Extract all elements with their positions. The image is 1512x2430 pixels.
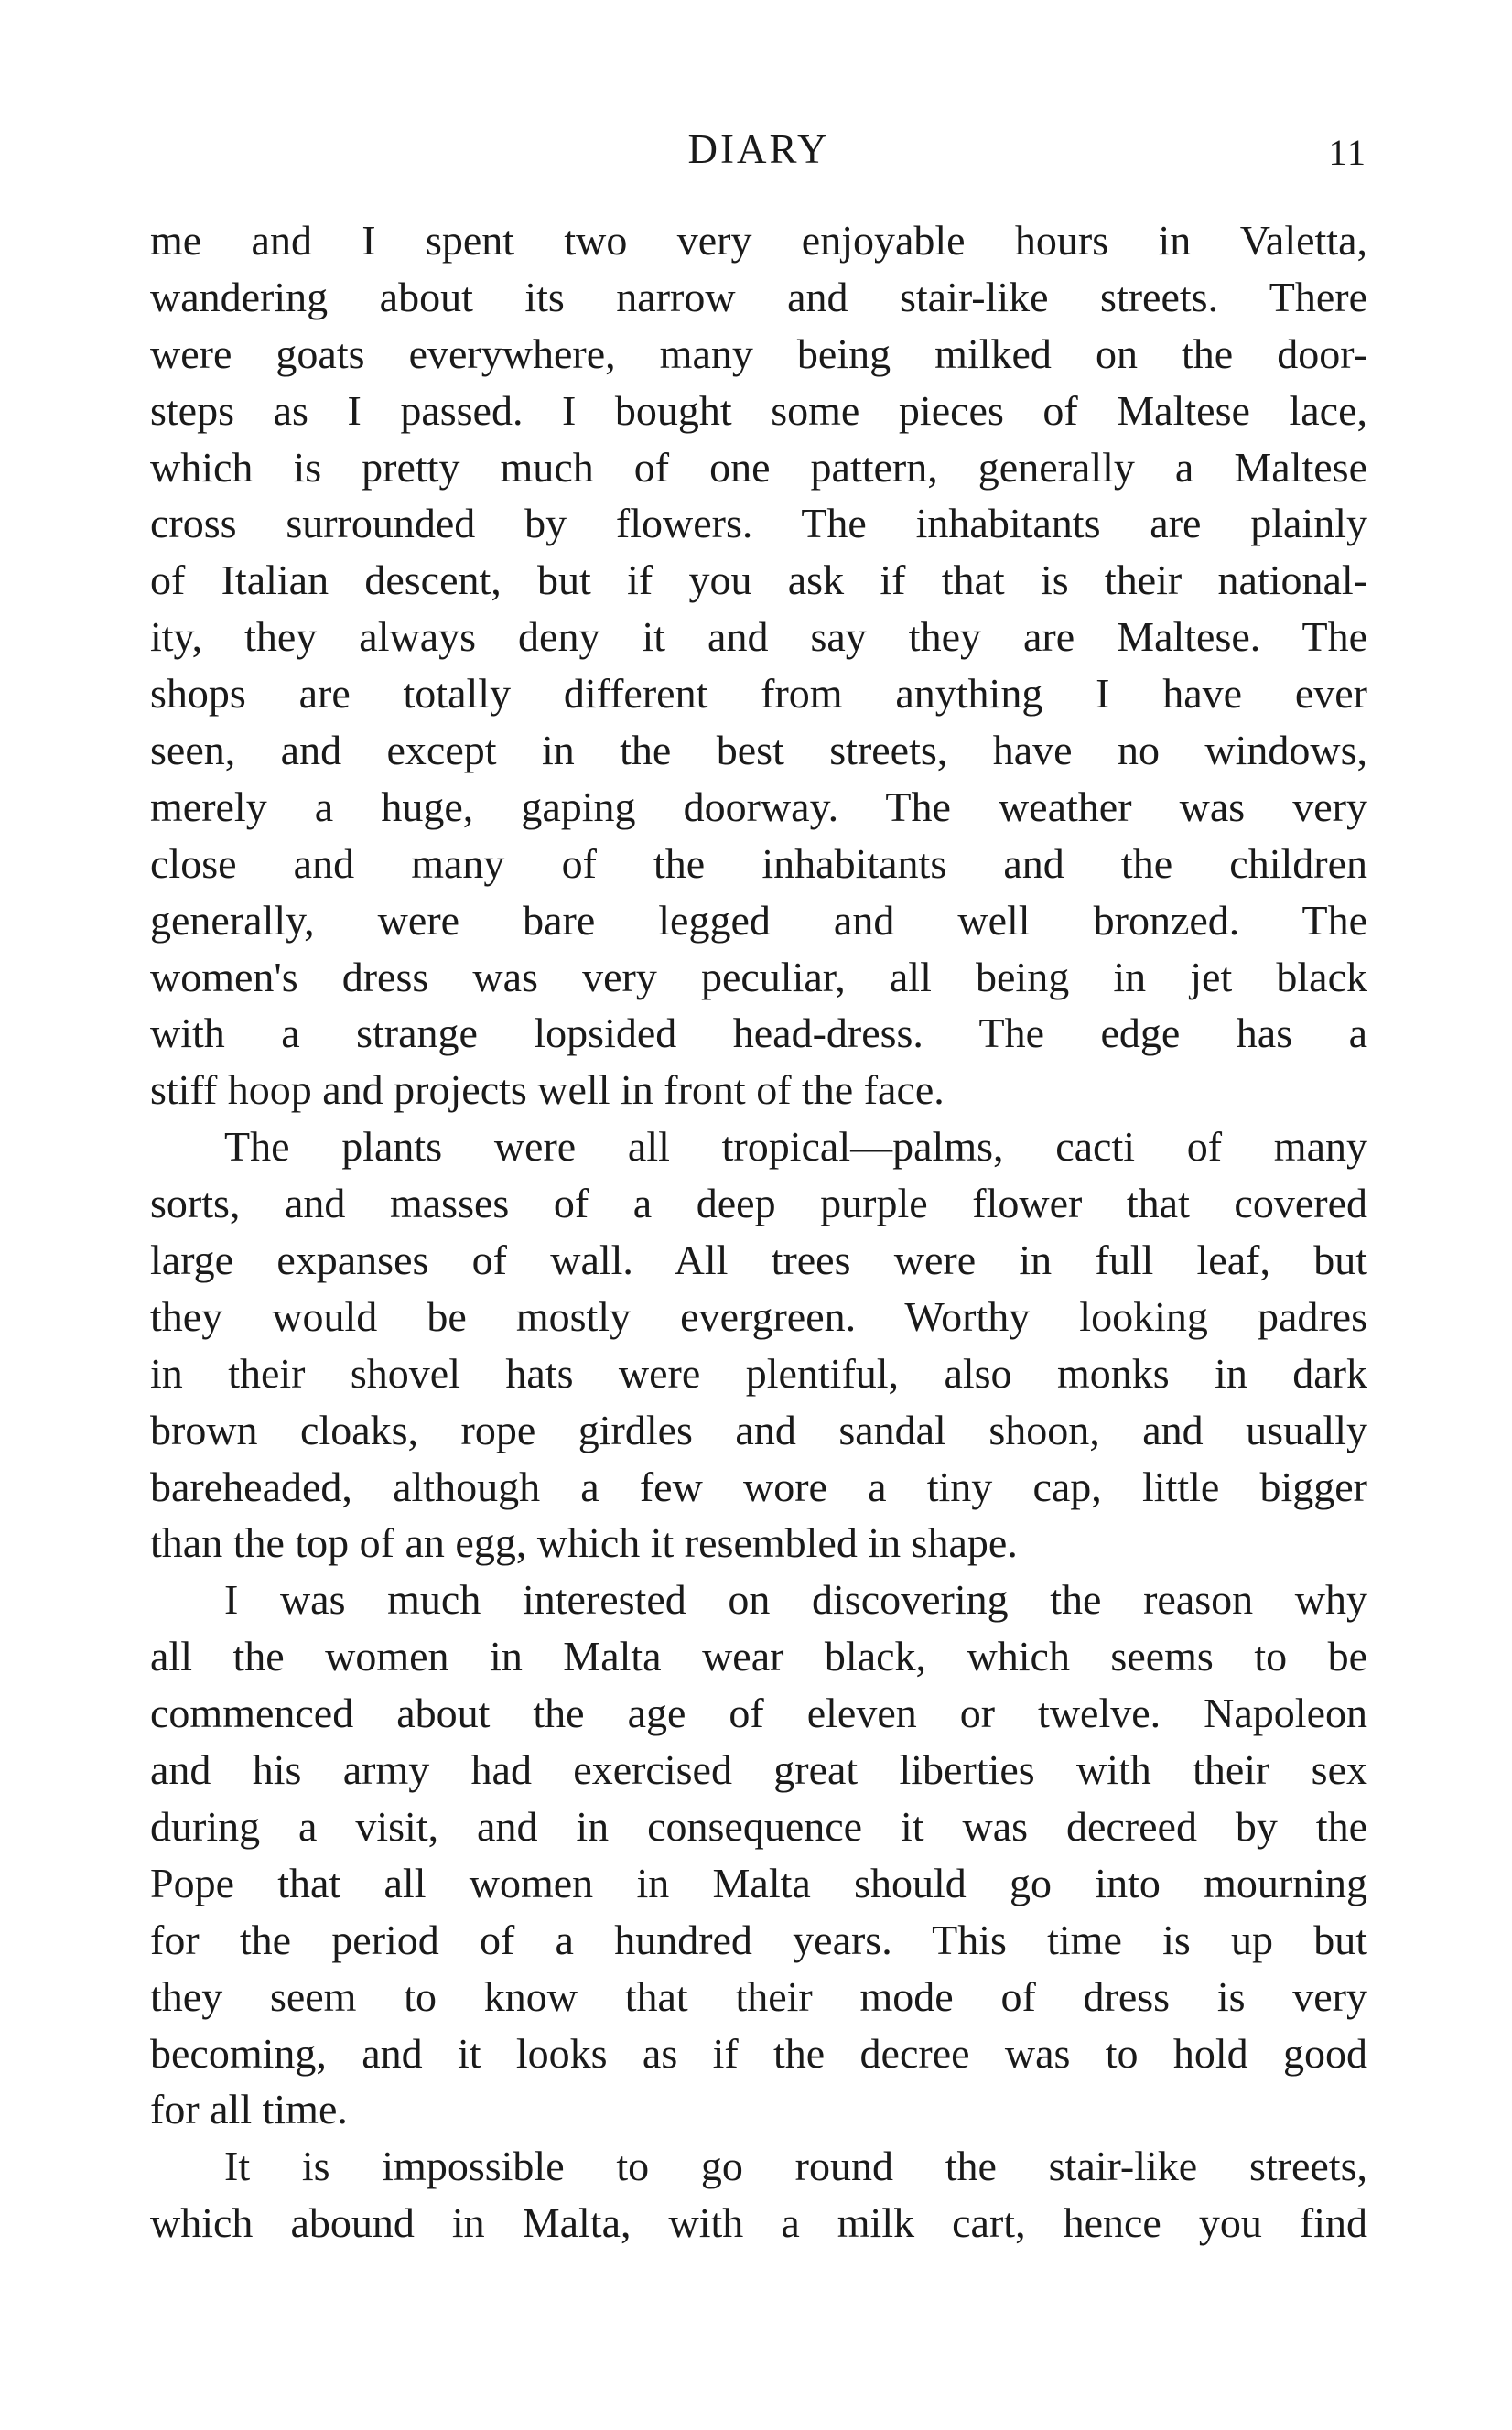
text-line: stiff hoop and projects well in front of the face. <box>150 1066 945 1114</box>
text-line: becoming, and it looks as if the decree was to hold good <box>150 2029 1367 2077</box>
text-line: with a strange lopsided head-dress. The edge has a <box>150 1010 1367 1057</box>
text-line: women's dress was very peculiar, all being in jet black <box>150 953 1367 1000</box>
text-line: of Italian descent, but if you ask if that is their national- <box>150 556 1367 604</box>
paragraph-first-line: The plants were all tropical—palms, cacti of many <box>224 1123 1367 1171</box>
running-title: DIARY <box>687 126 830 172</box>
text-line: brown cloaks, rope girdles and sandal shoon, and usually <box>150 1406 1367 1453</box>
text-line: in their shovel hats were plentiful, also monks in dark <box>150 1349 1367 1397</box>
text-line: close and many of the inhabitants and the children <box>150 839 1367 887</box>
running-head <box>150 122 1367 177</box>
text-line: they seem to know that their mode of dress is very <box>150 1972 1367 2020</box>
text-line: were goats everywhere, many being milked on the door- <box>150 329 1367 377</box>
paragraph-first-line: It is impossible to go round the stair-like streets, <box>224 2143 1367 2190</box>
text-line: merely a huge, gaping doorway. The weather was very <box>150 783 1367 830</box>
text-line: than the top of an egg, which it resembled in shape. <box>150 1519 1018 1567</box>
text-line: during a visit, and in consequence it was decreed by the <box>150 1802 1367 1850</box>
text-line: commenced about the age of eleven or twelve. Napoleon <box>150 1690 1367 1737</box>
text-line: which abound in Malta, with a milk cart, hence you find <box>150 2199 1367 2247</box>
page-number: 11 <box>1328 132 1367 173</box>
text-line: cross surrounded by flowers. The inhabitants are plainly <box>150 500 1367 547</box>
text-line: for all time. <box>150 2086 348 2133</box>
text-line: bareheaded, although a few wore a tiny cap, little bigger <box>150 1463 1367 1510</box>
text-line: generally, were bare legged and well bronzed. The <box>150 896 1367 944</box>
text-line: large expanses of wall. All trees were in full leaf, but <box>150 1237 1367 1284</box>
text-line: which is pretty much of one pattern, generally a Maltese <box>150 443 1367 491</box>
text-line: seen, and except in the best streets, have no windows, <box>150 727 1367 774</box>
text-line: steps as I passed. I bought some pieces of Maltese lace, <box>150 386 1367 434</box>
text-line: ity, they always deny it and say they are Maltese. The <box>150 613 1367 661</box>
text-line: and his army had exercised great liberties with their sex <box>150 1746 1367 1794</box>
body-text <box>150 212 1367 2252</box>
text-line: me and I spent two very enjoyable hours in Valetta, <box>150 217 1367 264</box>
text-line: sorts, and masses of a deep purple flower that covered <box>150 1180 1367 1227</box>
text-line: they would be mostly evergreen. Worthy looking padres <box>150 1292 1367 1340</box>
text-line: for the period of a hundred years. This time is up but <box>150 1916 1367 1963</box>
text-line: shops are totally different from anything I have ever <box>150 670 1367 718</box>
text-line: all the women in Malta wear black, which seems to be <box>150 1633 1367 1680</box>
text-line: wandering about its narrow and stair-like streets. There <box>150 273 1367 320</box>
paragraph-first-line: I was much interested on discovering the reason why <box>224 1576 1367 1624</box>
text-line: Pope that all women in Malta should go into mourning <box>150 1859 1367 1906</box>
